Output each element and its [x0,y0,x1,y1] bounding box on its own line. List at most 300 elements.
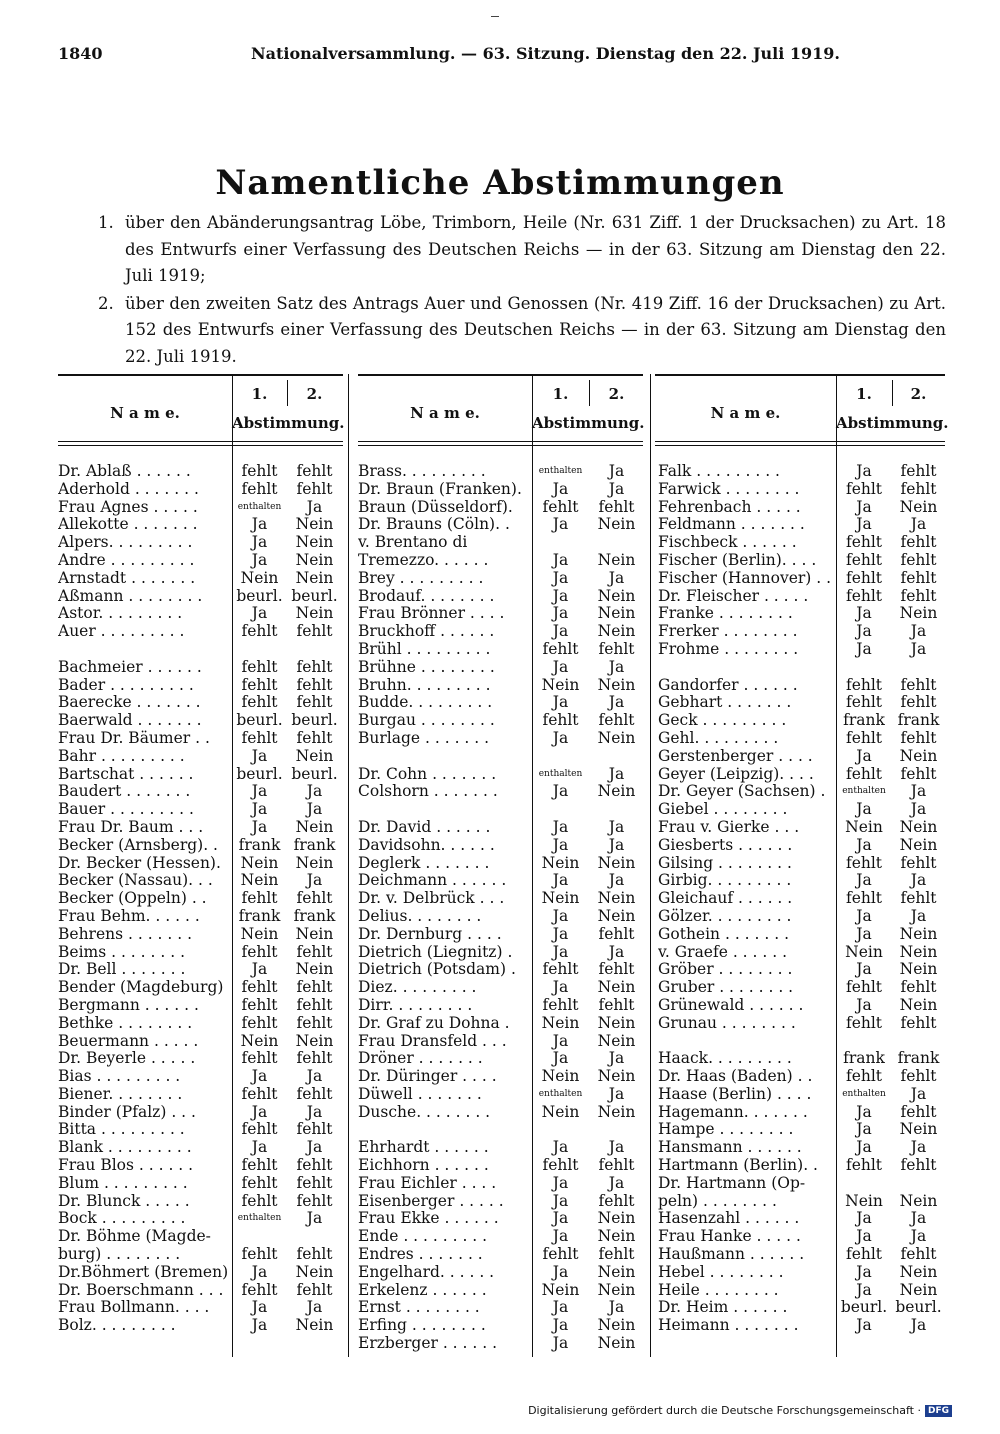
vote-1-value: Ja [552,1138,569,1157]
member-name: Dr.Böhmert (Bremen) [58,1263,229,1281]
vote-items [98,210,946,371]
table-row [658,516,945,534]
table-row [658,712,945,730]
vote-2-value: Ja [910,782,927,801]
vote-2-value: Ja [306,1298,323,1317]
table-row [58,481,344,499]
member-name: Falk . . . . . . . . . [658,463,780,480]
vote-1-value: fehlt [845,853,883,872]
vote-2-value: Ja [910,871,927,890]
column-header-vote1: 1. [251,385,268,403]
page-title: Namentliche Abstimmungen [215,163,785,203]
vote-1-value: frank [238,906,281,925]
table-row [358,552,644,570]
vote-1-value [532,748,589,766]
vote-1-value: Ja [856,1280,872,1299]
member-name: Behrens . . . . . . . [58,925,193,943]
table-row [58,677,344,695]
table-row [658,1175,945,1193]
vote-1-value: Ja [856,639,872,658]
member-name [358,801,532,819]
vote-1-value: Ja [856,1102,872,1121]
table-row [658,997,945,1015]
member-name: Fischbeck . . . . . . [658,534,797,552]
member-name: Eisenberger . . . . . [358,1192,504,1210]
member-name: Frau Agnes . . . . . [58,498,198,516]
member-name: Fehrenbach . . . . . [658,498,801,516]
vote-2-value: fehlt [900,764,937,783]
vote-1-value: Ja [552,515,569,534]
vote-1-value: fehlt [241,889,278,908]
vote-2-value: Nein [899,995,938,1014]
table-row [658,1228,945,1246]
vote-1-value: Ja [856,1209,872,1228]
vote-2-value: beurl. [291,711,338,730]
member-name: Dr. Düringer . . . . [358,1068,497,1086]
vote-1-value: Ja [856,1316,872,1335]
vote-2-value: Nein [899,604,938,623]
vote-1-value: fehlt [845,728,883,747]
vote-2-value: Ja [608,942,625,961]
vote-2-value: Nein [597,622,636,641]
member-name: Baerwald . . . . . . . [58,712,202,730]
table-row [58,783,344,801]
vote-2-value: Nein [597,604,636,623]
vote-1-value: fehlt [241,479,278,498]
vote-2-value: fehlt [900,533,937,552]
table-row [658,1210,945,1228]
vote-2-value: Nein [295,1031,334,1050]
vote-2-value: Ja [306,782,323,801]
vote-1-value: Ja [856,462,872,480]
vote-2-value: fehlt [900,1013,937,1032]
vote-2-value: Ja [608,1049,625,1068]
member-name: Dr. Geyer (Sachsen) . [658,783,826,801]
member-name: Brühne . . . . . . . . [358,658,495,676]
table-row [58,694,344,712]
member-name: Gölzer. . . . . . . . . [658,907,792,925]
member-name: Bitta . . . . . . . . . [58,1121,185,1139]
vote-2-value: Nein [597,1209,636,1228]
table-row [58,1175,344,1193]
table-row [658,1282,945,1300]
vote-1-value: enthalten [538,466,583,476]
vote-1-value [232,641,287,659]
table-row [58,1282,344,1300]
table-row [658,944,945,962]
vote-1-value: Ja [552,817,569,836]
table-row [358,1068,644,1086]
vote-2-value [589,801,644,819]
vote-2-value: Ja [910,515,927,534]
table-row [58,712,344,730]
vote-1-value: Ja [251,782,268,801]
vote-1-value: Nein [240,871,279,890]
vote-2-value: fehlt [296,479,333,498]
member-name [58,641,232,659]
vote-column [358,463,644,1353]
vote-2-value: fehlt [296,1049,333,1068]
vote-2-value: Nein [295,533,334,552]
member-name: Dr. Bell . . . . . . . [58,961,186,979]
vote-2-value: fehlt [900,728,937,747]
column-header-name: N a m e. [710,404,781,422]
vote-2-value: Ja [306,871,323,890]
table-row [58,570,344,588]
vote-2-value: beurl. [895,1298,942,1317]
vote-1-value: fehlt [241,1156,278,1175]
vote-2-value [287,1228,342,1246]
vote-1-value: Ja [552,1262,569,1281]
column-divider [650,374,651,1357]
table-header-rule [655,445,945,446]
table-row [658,1246,945,1264]
vote-2-value: fehlt [296,889,333,908]
table-row [58,997,344,1015]
column-header-vote1: 1. [856,385,872,403]
vote-1-value: Ja [552,924,569,943]
vote-1-value: Nein [240,1031,279,1050]
vote-2-value: fehlt [900,675,937,694]
vote-1-value: Nein [541,1013,580,1032]
member-name: Delius. . . . . . . . [358,907,482,925]
table-row [658,1121,945,1139]
table-header-rule [655,441,945,442]
member-name: Hartmann (Berlin). . [658,1157,818,1175]
vote-1-value: Ja [856,871,872,890]
vote-2-value: beurl. [291,586,338,605]
vote-2-value: Nein [597,978,636,997]
table-row [358,961,644,979]
vote-1-value: Ja [552,942,569,961]
vote-2-value [892,1033,945,1051]
vote-1-value: fehlt [845,1067,883,1086]
vote-1-value: fehlt [241,1013,278,1032]
vote-2-value: Nein [899,817,938,836]
table-row [58,801,344,819]
vote-1-value: fehlt [542,995,579,1014]
vote-1-value: Ja [552,871,569,890]
table-row [58,1157,344,1175]
vote-1-value: Ja [251,604,268,623]
member-name: Farwick . . . . . . . . [658,480,800,498]
vote-1-value: Nein [845,1191,883,1210]
vote-1-value: Ja [552,622,569,641]
member-name: Dirr. . . . . . . . . [358,996,473,1014]
vote-1-value: fehlt [845,479,883,498]
member-name: Brühl . . . . . . . . . [358,640,491,658]
vote-2-value [589,748,644,766]
vote-2-value: frank [293,835,336,854]
vote-2-value: fehlt [296,995,333,1014]
table-row [358,1317,644,1335]
member-name: Blank . . . . . . . . . [58,1139,192,1157]
member-name: Grunau . . . . . . . . [658,1014,796,1032]
item-text: über den Abänderungsantrag Löbe, Trimborn, Heile (Nr. 631 Ziff. 1 der Drucksachen) zu Art. 18 des Entwurfs einer Verfassung des Deutschen Reichs — in der 63. Sitzung am Dienstag den 22. Juli 1919; [125,213,946,285]
table-row [658,783,945,801]
table-row [58,766,344,784]
vote-2-value: Nein [295,1262,334,1281]
member-name: Girbig. . . . . . . . . [658,872,792,890]
table-top-rule [58,374,343,376]
vote-2-value: fehlt [598,995,635,1014]
table-row [58,979,344,997]
member-name: Ernst . . . . . . . . [358,1299,480,1317]
vote-1-value: fehlt [241,1120,278,1139]
vote-2-value: fehlt [296,675,333,694]
table-row [658,979,945,997]
member-name: peln) . . . . . . . . [658,1192,777,1210]
vote-2-value: Nein [899,1120,938,1139]
table-row [58,855,344,873]
vote-2-value: Ja [910,800,927,819]
vote-1-value: beurl. [840,1298,888,1317]
vote-2-value: Nein [899,1280,938,1299]
table-row [658,641,945,659]
vote-2-value: Ja [910,1084,927,1103]
member-name: Deglerk . . . . . . . [358,854,490,872]
vote-2-value: Ja [910,906,927,925]
vote-1-value: fehlt [542,1245,579,1264]
vote-2-value: fehlt [598,1191,635,1210]
table-row [358,641,644,659]
vote-2-value: fehlt [598,924,635,943]
table-row [58,1299,344,1317]
table-row [658,819,945,837]
table-row [358,855,644,873]
vote-1-value: fehlt [241,1191,278,1210]
member-name: Ende . . . . . . . . . [358,1228,488,1246]
member-name: Dr. Dernburg . . . . [358,925,502,943]
table-row [358,997,644,1015]
vote-1-value: Nein [845,817,883,836]
table-row [358,1175,644,1193]
table-row [58,1193,344,1211]
vote-1-value: fehlt [241,1084,278,1103]
table-row [58,926,344,944]
table-row [658,890,945,908]
vote-1-value: enthalten [842,1088,886,1099]
vote-2-value: fehlt [900,462,937,480]
table-header-rule [58,445,343,446]
vote-2-value: frank [293,906,336,925]
vote-1-value: Ja [552,1049,569,1068]
vote-1-value: Ja [552,479,569,498]
member-name: Gilsing . . . . . . . . [658,854,792,872]
vote-2-value: Nein [899,960,938,979]
vote-1-value: Ja [552,568,569,587]
table-row [658,1086,945,1104]
table-row [58,1210,344,1228]
vote-2-value: Nein [295,817,334,836]
member-name: Bahr . . . . . . . . . [58,747,185,765]
member-name: Dr. Hartmann (Op- [658,1174,806,1192]
vote-1-value: Ja [552,978,569,997]
vote-2-value: fehlt [900,479,937,498]
vote-1-value [532,534,589,552]
table-row [58,463,344,481]
vote-2-value: Ja [306,1138,323,1157]
vote-2-value: fehlt [296,1173,333,1192]
table-row [358,1246,644,1264]
table-row [358,659,644,677]
member-name: Düwell . . . . . . . [358,1085,482,1103]
vote-2-value: Nein [295,960,334,979]
column-header-abstimmung: Abstimmung. [836,414,949,432]
vote-2-value: fehlt [900,568,937,587]
member-name: Eichhorn . . . . . . [358,1157,489,1175]
vote-2-value: Ja [608,657,625,676]
member-name: Aßmann . . . . . . . . [58,587,203,605]
table-row [658,1299,945,1317]
vote-1-value: enthalten [842,786,886,797]
member-name: Brass. . . . . . . . . [358,463,486,480]
vote-1-value: fehlt [845,1156,883,1175]
member-name: Bader . . . . . . . . . [58,676,194,694]
vote-2-value: Ja [608,871,625,890]
member-name: Burlage . . . . . . . [358,729,490,747]
table-row [58,890,344,908]
table-row [58,499,344,517]
table-row [658,1157,945,1175]
vote-2-value: Ja [306,1209,323,1228]
table-row [358,1282,644,1300]
member-name: Bauer . . . . . . . . . [58,801,194,819]
member-name: Gerstenberger . . . . [658,747,813,765]
vote-1-value: Ja [251,746,268,765]
vote-2-value: fehlt [296,1280,333,1299]
member-name: Frerker . . . . . . . . [658,623,798,641]
vote-2-value: fehlt [296,1245,333,1264]
table-row [658,694,945,712]
table-row [58,908,344,926]
table-row [58,944,344,962]
table-row [358,944,644,962]
member-name: burg) . . . . . . . . [58,1246,181,1264]
member-name: Haase (Berlin) . . . . [658,1085,812,1103]
vote-1-value: Ja [251,1102,268,1121]
table-row [658,677,945,695]
vote-2-value: Nein [597,1031,636,1050]
vote-1-value: Ja [856,515,872,534]
member-name: Fischer (Berlin). . . . [658,551,817,569]
vote-2-value: fehlt [296,1156,333,1175]
vote-1-value: Ja [856,622,872,641]
vote-2-value: Ja [608,568,625,587]
table-row [658,1033,945,1051]
member-name: Dr. Blunck . . . . . [58,1192,190,1210]
member-name: Gothein . . . . . . . [658,925,790,943]
member-name: Beims . . . . . . . . [58,943,186,961]
member-name: Frau Brönner . . . . [358,605,505,623]
vote-2-value [892,659,945,677]
member-name: Dr. Becker (Hessen). [58,854,221,872]
table-row [658,552,945,570]
vote-1-value: fehlt [845,693,883,712]
member-name: Hansmann . . . . . . [658,1139,802,1157]
member-name: Haußmann . . . . . . [658,1246,805,1264]
vote-column [58,463,344,1335]
vote-1-value: Nein [541,1280,580,1299]
vote-1-value: fehlt [241,1245,278,1264]
page-number: 1840 [58,44,103,63]
vote-1-value: Nein [541,1067,580,1086]
vote-1-value: fehlt [241,657,278,676]
vote-2-value: Ja [608,479,625,498]
vote-1-value: Nein [541,889,580,908]
vote-1-value: fehlt [542,639,579,658]
table-row [58,1050,344,1068]
table-row [658,872,945,890]
table-row [358,730,644,748]
vote-1-value: fehlt [845,675,883,694]
vote-1-value: Ja [552,1031,569,1050]
vote-1-value: Ja [251,550,268,569]
vote-1-value: Ja [552,586,569,605]
table-row [658,908,945,926]
member-name: Hasenzahl . . . . . . [658,1210,800,1228]
vote-2-value: Ja [608,764,625,783]
vote-2-value: Nein [899,835,938,854]
vote-1-value: Ja [251,960,268,979]
vote-1-value: fehlt [845,1245,883,1264]
vote-2-value: Nein [597,1334,636,1353]
vote-2-value: Ja [306,1067,323,1086]
vote-2-value: fehlt [296,622,333,641]
member-name: Erfing . . . . . . . . [358,1317,486,1335]
vote-1-value: frank [238,835,281,854]
vote-1-value: Ja [856,1138,872,1157]
vote-2-value: fehlt [296,1120,333,1139]
table-row [658,801,945,819]
vote-2-value: fehlt [296,657,333,676]
vote-1-value: fehlt [241,675,278,694]
member-name: Dr. Braun (Franken). [358,480,522,498]
vote-2-value [589,1121,644,1139]
running-title: Nationalversammlung. — 63. Sitzung. Dienstag den 22. Juli 1919. [251,44,840,63]
column-header-vote2: 2. [306,385,323,403]
vote-2-value: Nein [295,604,334,623]
member-name: Becker (Arnsberg). . [58,836,218,854]
table-row [358,605,644,623]
vote-2-value: Ja [910,1316,927,1335]
table-row [358,588,644,606]
table-row [358,766,644,784]
vote-1-value: fehlt [542,497,579,516]
member-name: Aderhold . . . . . . . [58,480,199,498]
vote-2-value: fehlt [296,728,333,747]
vote-1-value: Ja [251,800,268,819]
vote-1-value: Nein [845,942,883,961]
vote-1-value: Nein [240,924,279,943]
member-name: Erkelenz . . . . . . [358,1281,487,1299]
vote-1-value: enthalten [538,768,583,779]
table-row [58,1139,344,1157]
member-name: Bender (Magdeburg) [58,979,224,997]
table-row [658,1068,945,1086]
vote-2-value: Nein [597,889,636,908]
table-row [658,1317,945,1335]
vote-1-value: Ja [856,604,872,623]
vote-1-value: Ja [552,728,569,747]
vote-1-value: Nein [240,853,279,872]
vote-2-value: Nein [295,924,334,943]
table-row [358,1121,644,1139]
table-row [658,659,945,677]
vote-2-value: Ja [608,1173,625,1192]
table-row [58,1317,344,1335]
vote-1-value: Ja [251,1298,268,1317]
